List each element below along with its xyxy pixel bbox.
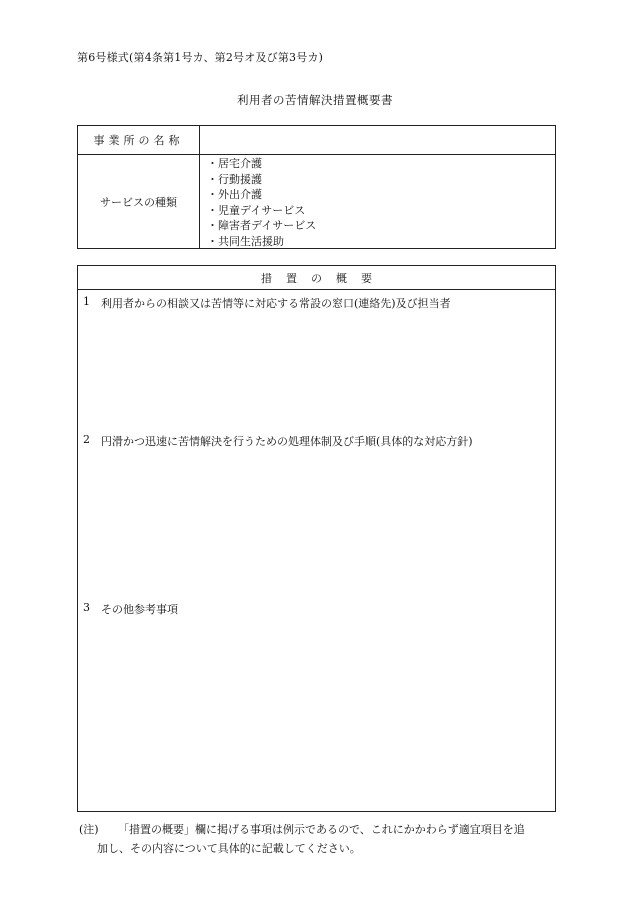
service-type-label: サービスの種類 [78,155,200,248]
form-number: 第6号様式(第4条第1号カ、第2号オ及び第3号カ) [77,51,324,64]
measure-item [83,433,473,449]
footnote-line-1: 「措置の概要」欄に掲げる事項は例示であるので、これにかかわらず適宜項目を追 [118,823,525,836]
measures-table [77,265,556,812]
service-type-row [78,155,555,248]
service-item: ・共同生活援助 [207,234,284,248]
footnote-mark: (注) [79,823,99,836]
service-type-value [200,155,555,248]
measures-header: 措置の概要 [78,266,555,290]
service-list [207,155,555,249]
measure-item-text: 円滑かつ迅速に苦情解決を行うための処理体制及び手順(具体的な対応方針) [101,435,473,448]
measure-item [83,601,178,617]
measure-item-text: その他参考事項 [101,603,178,616]
footnote-first-line [79,820,559,839]
office-name-label: 事業所の名称 [78,126,200,154]
measure-item-number: 1 [83,295,90,308]
footnote [79,820,559,858]
service-item: ・行動援護 [207,172,262,186]
service-item: ・外出介護 [207,188,262,201]
measure-item-text: 利用者からの相談又は苦情等に対応する常設の窓口(連絡先)及び担当者 [101,297,451,310]
service-item: ・児童デイサービス [207,203,306,217]
measure-item-number: 2 [83,433,90,446]
service-item: ・居宅介護 [207,157,262,170]
office-name-row [78,126,555,155]
footnote-line-2: 加し、その内容について具体的に記載してください。 [97,842,361,855]
document-title: 利用者の苦情解決措置概要書 [237,93,393,107]
service-item: ・障害者デイサービス [207,219,317,232]
office-name-value [200,126,555,154]
measure-item-number: 3 [83,601,90,614]
measure-item [83,295,451,311]
info-table [77,125,556,249]
